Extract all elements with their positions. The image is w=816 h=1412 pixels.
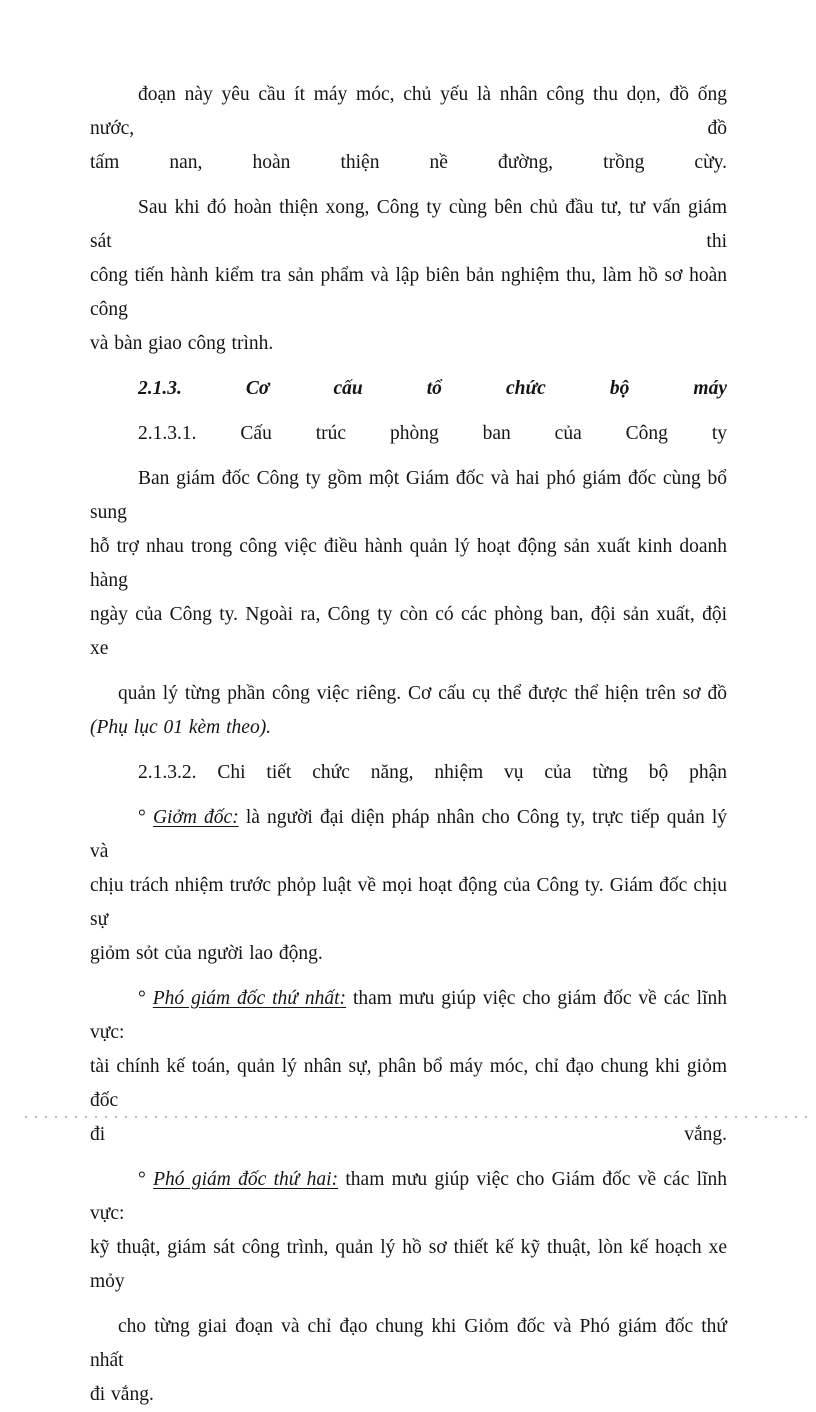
text-run: tham mưu giúp việc cho Giám đốc về các lĩnh vực:	[90, 1169, 727, 1224]
text-line: kỹ thuật, giám sát công trình, quản lý hồ sơ thiết kế kỹ thuật, lòn kế hoạch xe mỏy	[90, 1237, 727, 1292]
bullet-line	[90, 982, 727, 1050]
text-line: hỗ trợ nhau trong công việc điều hành quản lý hoạt động sản xuất kinh doanh hàng	[90, 536, 727, 591]
text-line: cho từng giai đoạn và chỉ đạo chung khi Giỏm đốc và Phó giám đốc thứ nhất	[90, 1316, 727, 1371]
degree-bullet: °	[138, 807, 146, 828]
subsection-heading: 2.1.3.1. Cấu trúc phòng ban của Công ty	[138, 423, 727, 444]
text-line: Sau khi đó hoàn thiện xong, Công ty cùng bên chủ đầu tư, tư vấn giám sát thi	[90, 197, 727, 252]
paragraph-org-chart-reference	[90, 677, 727, 745]
text-line: chịu trách nhiệm trước phỏp luật về mọi hoạt động của Công ty. Giám đốc chịu sự	[90, 875, 727, 930]
role-title-underlined: Phó giám đốc thứ nhất:	[152, 988, 347, 1009]
text-line: đi vắng.	[90, 1384, 154, 1405]
section-heading-2-1-3	[90, 372, 727, 406]
role-title-underlined: Phó giám đốc thứ hai:	[153, 1169, 339, 1190]
text-line: công tiến hành kiểm tra sản phẩm và lập biên bản nghiệm thu, làm hồ sơ hoàn công	[90, 265, 727, 320]
subsection-heading-2-1-3-2	[90, 756, 727, 790]
text-line: Ban giám đốc Công ty gồm một Giám đốc và hai phó giám đốc cùng bổ sung	[90, 468, 727, 523]
text-line: đoạn này yêu cầu ít máy móc, chủ yếu là nhân công thu dọn, đồ ống nước, đồ	[90, 84, 727, 139]
text-line: quản lý từng phần công việc riêng. Cơ cấu cụ thể được thể hiện trên sơ đồ	[118, 683, 727, 704]
paragraph-pho-giam-doc-thu-nhat	[90, 982, 727, 1152]
text-line: tài chính kế toán, quản lý nhân sự, phân bổ máy móc, chỉ đạo chung khi giỏm đốc	[90, 1056, 727, 1111]
text-line: và bàn giao công trình.	[90, 333, 274, 354]
text-line: tấm nan, hoàn thiện nề đường, trồng cừy.	[90, 152, 727, 173]
section-heading: 2.1.3. Cơ cấu tổ chức bộ máy	[138, 378, 727, 399]
text-run: là người đại diện pháp nhân cho Công ty, trực tiếp quản lý và	[90, 807, 728, 862]
bullet-line	[90, 1163, 727, 1231]
degree-bullet: °	[138, 988, 146, 1009]
degree-bullet: °	[138, 1169, 146, 1190]
paragraph-handover	[90, 191, 727, 361]
text-run: tham mưu giúp việc cho giám đốc về các lĩnh vực:	[90, 988, 728, 1043]
paragraph-pho-giam-doc-thu-hai	[90, 1163, 727, 1299]
paragraph-pho-giam-doc-thu-hai-cont	[90, 1310, 727, 1412]
paragraph-giam-doc	[90, 801, 727, 971]
role-title-underlined: Giởm đốc:	[152, 807, 239, 828]
page-bottom-dotted-border	[25, 1116, 810, 1118]
bullet-line	[90, 801, 727, 869]
text-line: giỏm sỏt của người lao động.	[90, 943, 323, 964]
appendix-reference: (Phụ lục 01 kèm theo).	[90, 717, 272, 738]
subsection-heading-2-1-3-1	[90, 417, 727, 451]
paragraph-board-of-directors	[90, 462, 727, 666]
paragraph-finishing-stage	[90, 78, 727, 180]
text-line: ngày của Công ty. Ngoài ra, Công ty còn có các phòng ban, đội sản xuất, đội xe	[90, 604, 727, 659]
subsection-heading: 2.1.3.2. Chi tiết chức năng, nhiệm vụ của từng bộ phận	[138, 762, 727, 783]
text-line: đi vắng.	[90, 1124, 727, 1145]
